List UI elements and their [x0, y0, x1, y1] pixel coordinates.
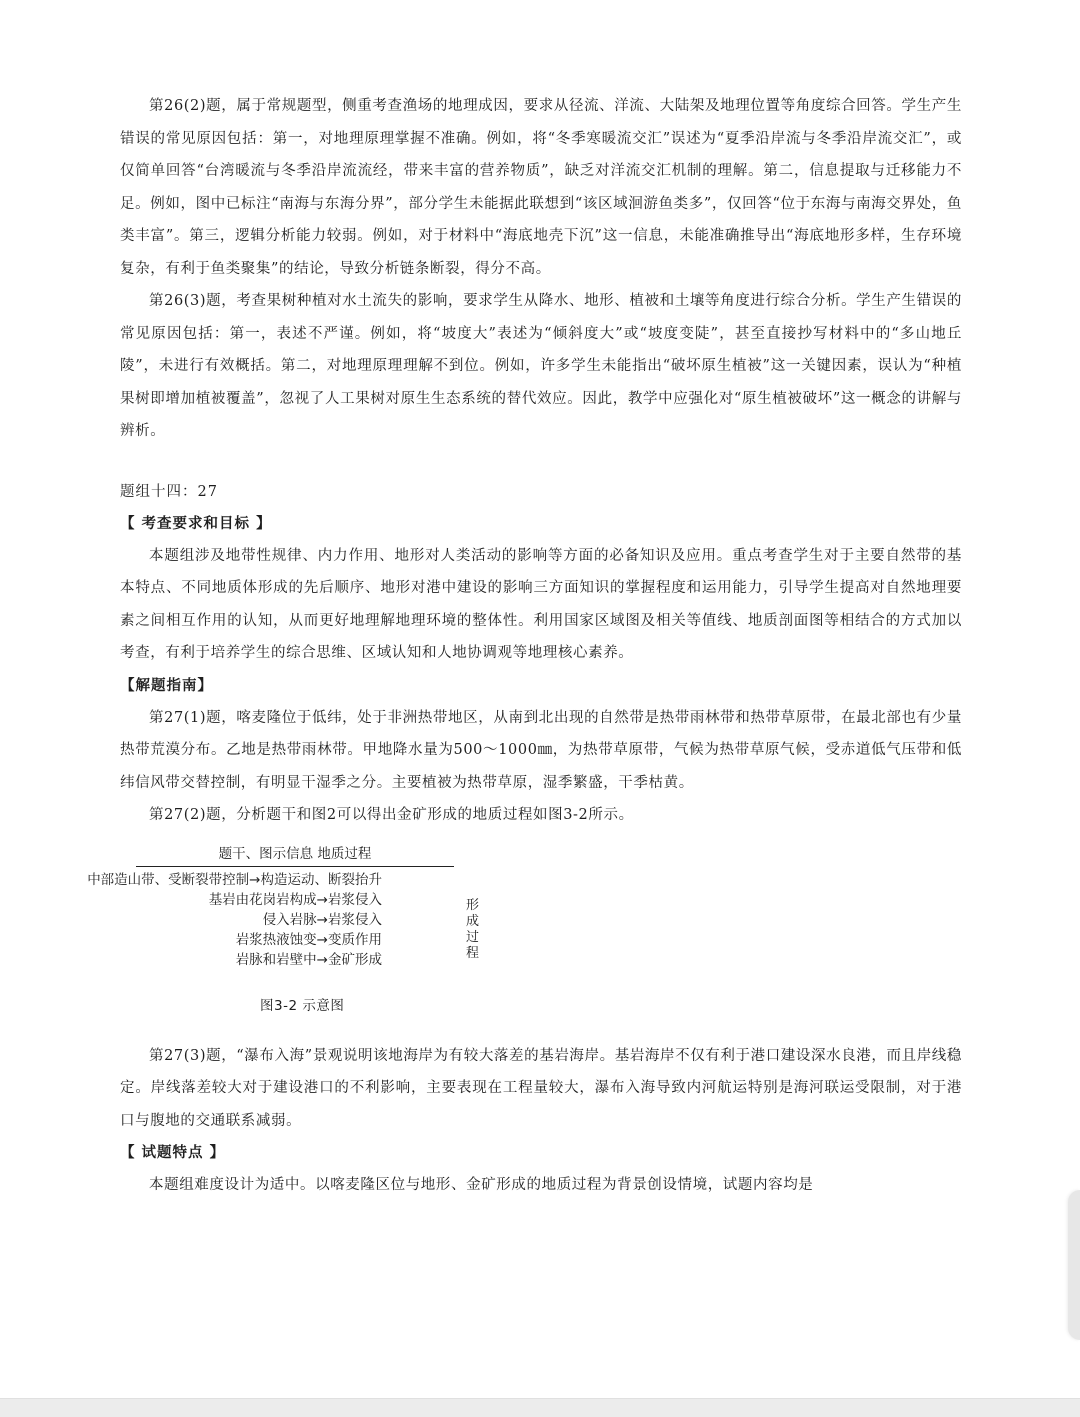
paragraph-26-3: 第26(3)题，考查果树种植对水土流失的影响，要求学生从降水、地形、植被和土壤等角度进行综合分析。学生产生错误的常见原因包括：第一，表述不严谨。例如，将“坡度大”表述为“倾斜度大”或“坡度变陡”，甚至直接抄写材料中的“多山地丘陵”，未进行有效概括。第二，对地理原理理解不到位。例如，许多学生未能指出“破坏原生植被”这一关键因素，误认为“种植果树即增加植被覆盖”，忽视了人工果树对原生生态系统的替代效应。因此，教学中应强化对“原生植被破坏”这一概念的讲解与辨析。 — [120, 293, 962, 439]
paragraph-27-1: 第27(1)题，喀麦隆位于低纬，处于非洲热带地区，从南到北出现的自然带是热带雨林带和热带草原带，在最北部也有少量热带荒漠分布。乙地是热带雨林带。甲地降水量为500～1000㎜，为热带草原带，气候为热带草原气候，受赤道低气压带和低纬信风带交替控制，有明显干湿季之分。主要植被为热带草原，湿季繁盛，干季枯黄。 — [120, 709, 962, 791]
figure-3-2 — [87, 844, 962, 1040]
features-paragraph: 本题组难度设计为适中。以喀麦隆区位与地形、金矿形成的地质过程为背景创设情境，试题内容均是 — [149, 1177, 814, 1193]
bottom-bar — [0, 1398, 1080, 1417]
figure-row: 岩浆热液蚀变→变质作用 — [235, 931, 382, 948]
figure-rule — [136, 866, 454, 867]
scroll-handle[interactable] — [1068, 1190, 1080, 1340]
figure-row: 侵入岩脉→岩浆侵入 — [262, 911, 382, 928]
figure-row: 岩脉和岩壁中→金矿形成 — [235, 951, 382, 968]
figure-side-label: 形成过程 — [466, 897, 480, 961]
paragraph-27-2: 第27(2)题，分析题干和图2可以得出金矿形成的地质过程如图3-2所示。 — [149, 807, 634, 823]
requirements-heading: 【 考查要求和目标 】 — [120, 515, 272, 532]
document-content — [87, 90, 963, 1202]
figure-row: 基岩由花岗岩构成→岩浆侵入 — [208, 891, 382, 908]
figure-caption: 图3-2 示意图 — [260, 997, 345, 1014]
requirements-paragraph: 本题组涉及地带性规律、内力作用、地形对人类活动的影响等方面的必备知识及应用。重点考查学生对于主要自然带的基本特点、不同地质体形成的先后顺序、地形对港中建设的影响三方面知识的掌握程度和运用能力，引导学生提高对自然地理要素之间相互作用的认知，从而更好地理解地理环境的整体性。利用国家区域图及相关等值线、地质剖面图等相结合的方式加以考查，有利于培养学生的综合思维、区域认知和人地协调观等地理核心素养。 — [120, 547, 962, 661]
figure-rows — [87, 870, 382, 970]
guide-heading: 【解题指南】 — [120, 677, 213, 694]
section-gap — [120, 448, 962, 476]
figure-header: 题干、图示信息 地质过程 — [218, 845, 372, 862]
features-heading: 【 试题特点 】 — [120, 1145, 226, 1161]
paragraph-27-3: 第27(3)题，“瀑布入海”景观说明该地海岸为有较大落差的基岩海岸。基岩海岸不仅有利于港口建设深水良港，而且岸线稳定。岸线落差较大对于建设港口的不利影响，主要表现在工程量较大，瀑布入海导致内河航运特别是海河联运受限制，对于港口与腹地的交通联系减弱。 — [120, 1047, 963, 1129]
paragraph-26-2: 第26(2)题，属于常规题型，侧重考查渔场的地理成因，要求从径流、洋流、大陆架及地理位置等角度综合回答。学生产生错误的常见原因包括：第一，对地理原理掌握不准确。例如，将“冬季寒暖流交汇”误述为“夏季沿岸流与冬季沿岸流交汇”，或仅简单回答“台湾暖流与冬季沿岸流流经，带来丰富的营养物质”，缺乏对洋流交汇机制的理解。第二，信息提取与迁移能力不足。例如，图中已标注“南海与东海分界”，部分学生未能据此联想到“该区域洄游鱼类多”，仅回答“位于东海与南海交界处，鱼类丰富”。第三，逻辑分析能力较弱。例如，对于材料中“海底地壳下沉”这一信息，未能准确推导出“海底地形多样，生存环境复杂，有利于鱼类聚集”的结论，导致分析链条断裂，得分不高。 — [120, 98, 962, 277]
figure-row: 中部造山带、受断裂带控制→构造运动、断裂抬升 — [87, 871, 382, 888]
question-group-title: 题组十四：27 — [120, 483, 218, 500]
